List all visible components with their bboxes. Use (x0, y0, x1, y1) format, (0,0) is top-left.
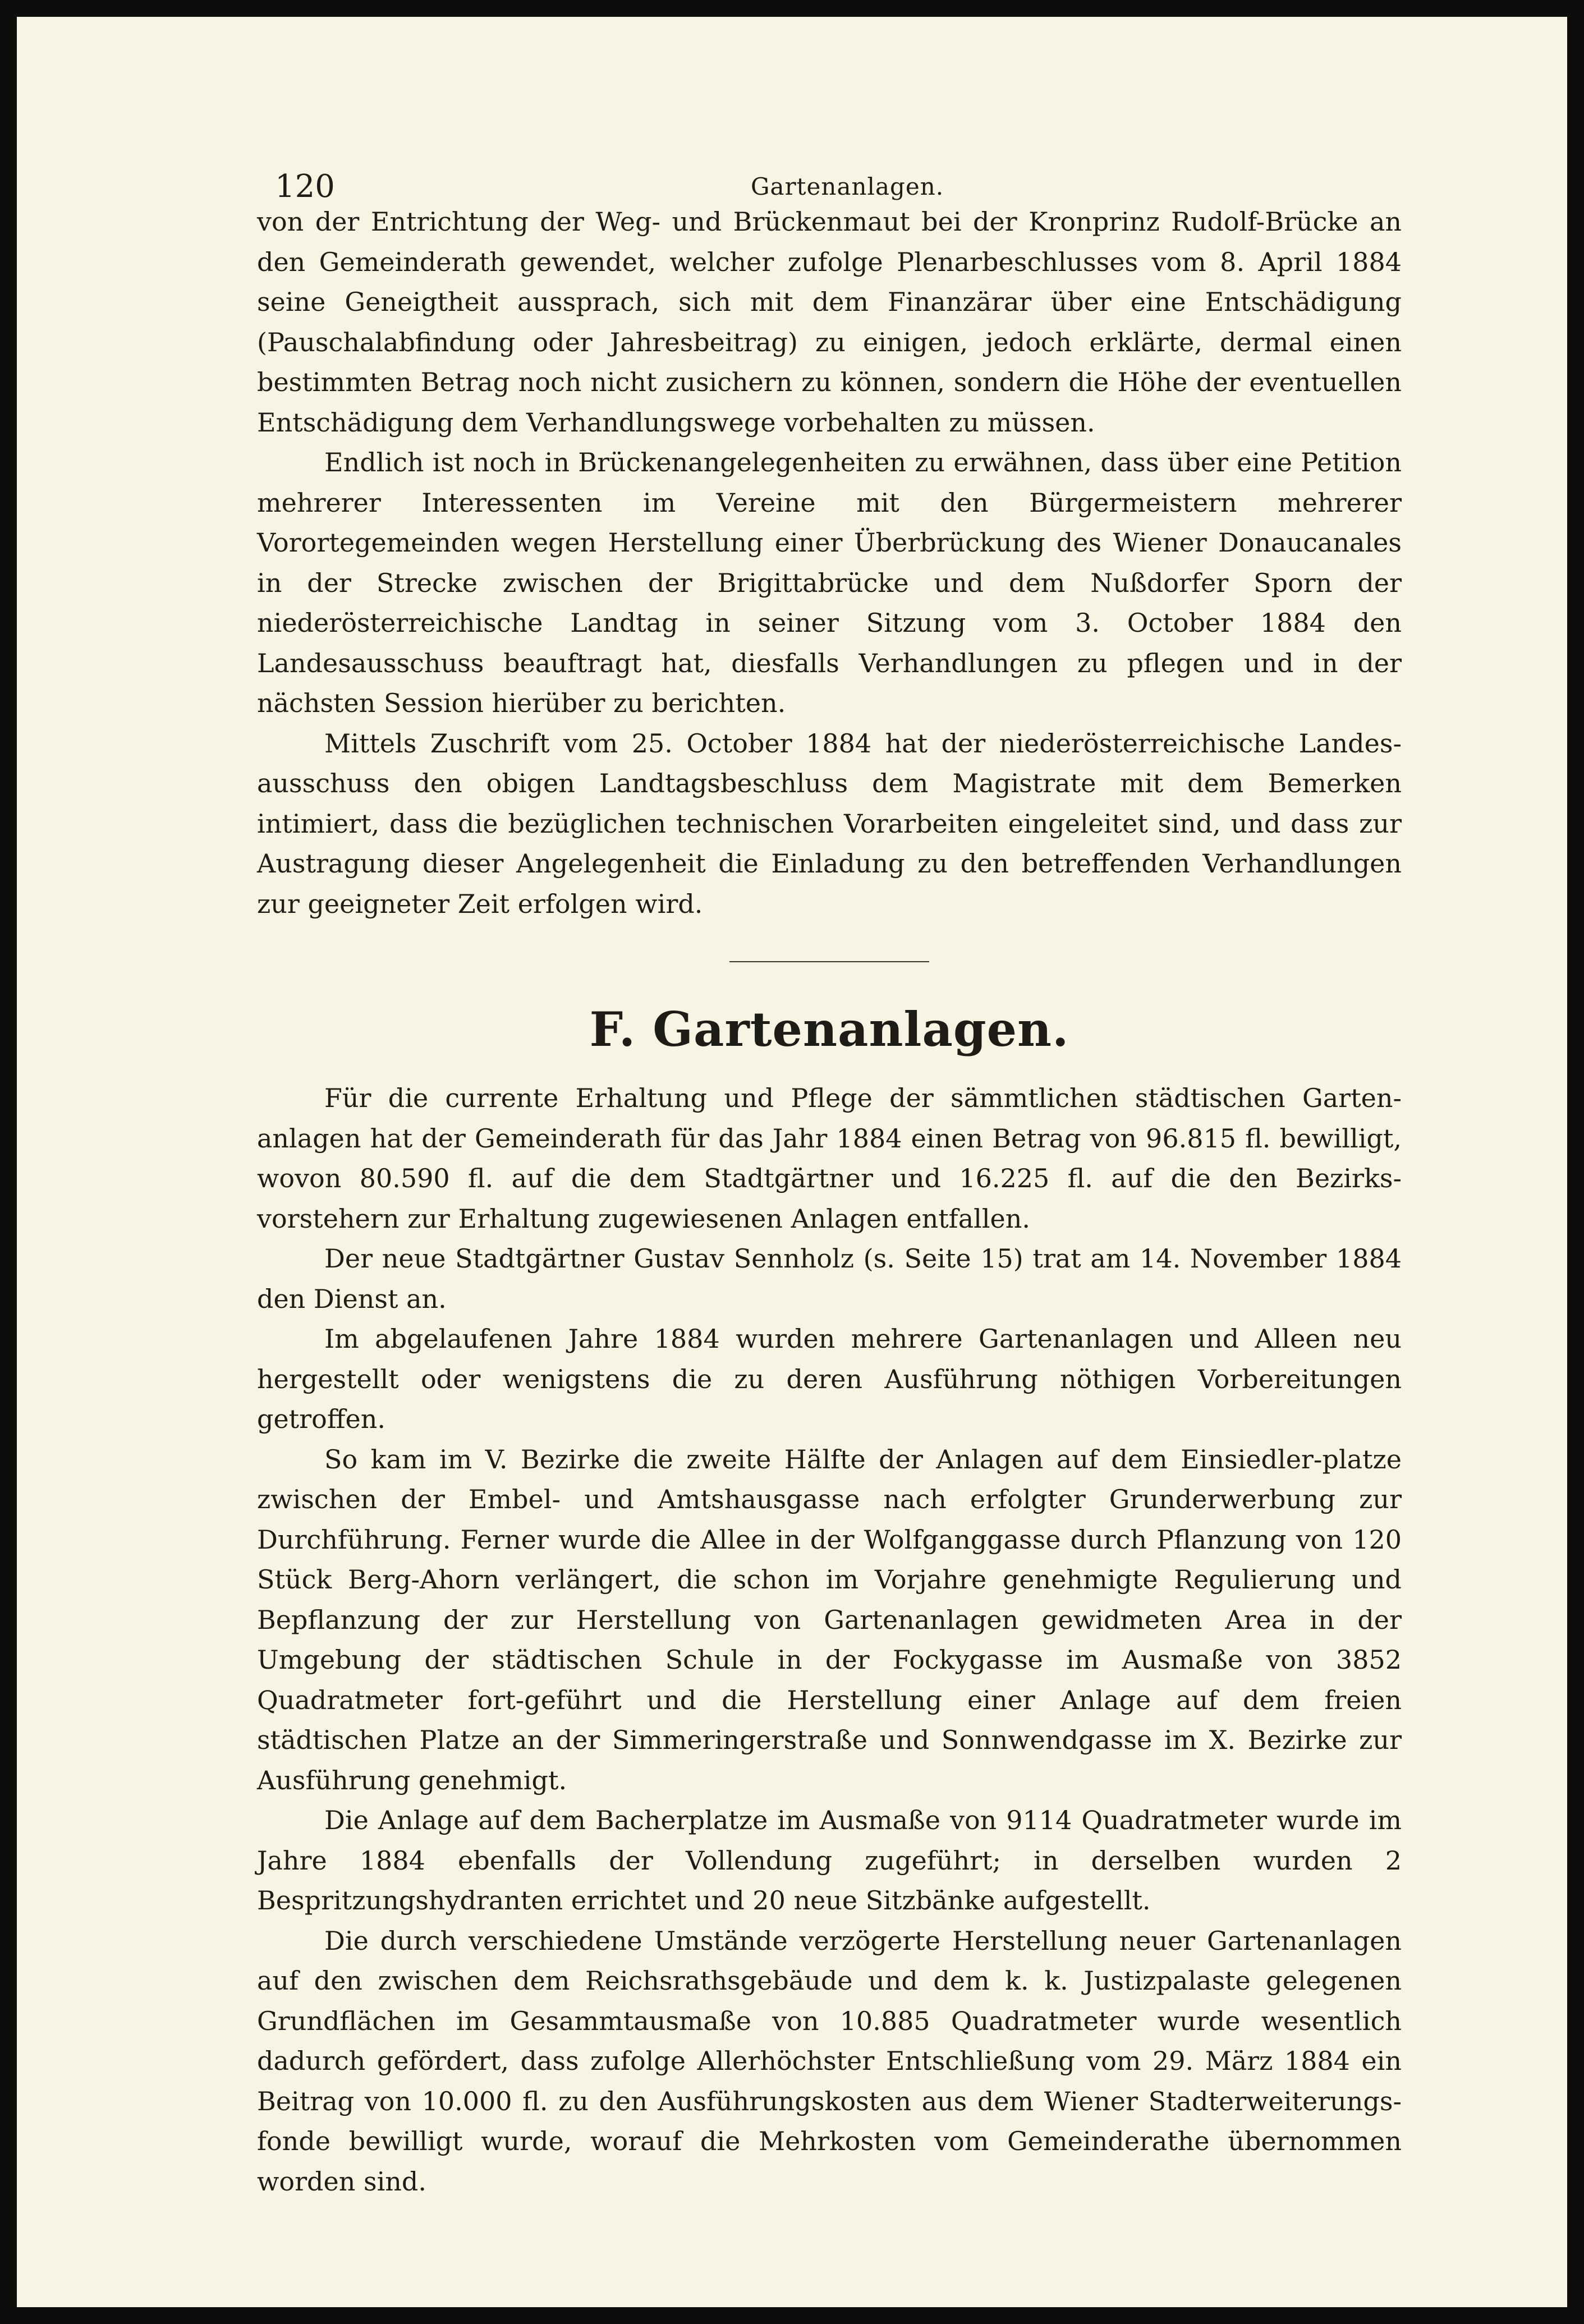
running-head (257, 151, 1402, 205)
paragraph: Die durch verschiedene Umstände verzögerte Herstellung neuer Gartenanlagen auf den zwischen dem Reichsrathsgebäude und dem k. k. Justizpalaste gelegenen Grundflächen im Gesammtausmaße von 10.885 Quadratmeter wurde wesentlich dadurch gefördert, dass zufolge Allerhöchster Entschließung vom 29. März 1884 ein Beitrag von 10.000 fl. zu den Ausführungskosten aus dem Wiener Stadterweiterungs-fonde bewilligt wurde, worauf die Mehrkosten vom Gemeinderathe übernommen worden sind. (257, 1925, 1402, 2197)
scanned-page (17, 17, 1567, 2307)
paragraph: So kam im V. Bezirke die zweite Hälfte der Anlagen auf dem Einsiedler-platze zwischen der Embel- und Amtshausgasse nach erfolgter Grunderwerbung zur Durchführung. Ferner wurde die Allee in der Wolfganggasse durch Pflanzung von 120 Stück Berg-Ahorn verlängert, die schon im Vorjahre genehmigte Regulierung und Bepflanzung der zur Herstellung von Gartenanlagen gewidmeten Area in der Umgebung der städtischen Schule in der Fockygasse im Ausmaße von 3852 Quadratmeter fort-geführt und die Herstellung einer Anlage auf dem freien städtischen Platze an der Simmeringerstraße und Sonnwendgasse im X. Bezirke zur Ausführung genehmigt. (257, 1444, 1402, 1795)
paragraph: Für die currente Erhaltung und Pflege der sämmtlichen städtischen Garten-anlagen hat der Gemeinderath für das Jahr 1884 einen Betrag von 96.815 fl. bewilligt, wovon 80.590 fl. auf die dem Stadtgärtner und 16.225 fl. auf die den Bezirks-vorstehern zur Erhaltung zugewiesenen Anlagen entfallen. (257, 1083, 1402, 1234)
running-title: Gartenanlagen. (751, 173, 944, 200)
page-content (257, 151, 1402, 2202)
section-divider (729, 961, 929, 962)
section-heading: F. Gartenanlagen. (589, 1002, 1069, 1057)
paragraph: Der neue Stadtgärtner Gustav Sennholz (s. Seite 15) trat am 14. November 1884 den Dienst an. (257, 1243, 1402, 1314)
paragraph: Mittels Zuschrift vom 25. October 1884 hat der niederösterreichische Landes-ausschuss den obigen Landtagsbeschluss dem Magistrate mit dem Bemerken intimiert, dass die bezüglichen technischen Vorarbeiten eingeleitet sind, und dass zur Austragung dieser Angelegenheit die Einladung zu den betreffenden Verhandlungen zur geeigneter Zeit erfolgen wird. (257, 728, 1402, 919)
page-number: 120 (275, 168, 335, 205)
paragraph: Endlich ist noch in Brückenangelegenheiten zu erwähnen, dass über eine Petition mehrerer Interessenten im Vereine mit den Bürgermeistern mehrerer Vorortegemeinden wegen Herstellung einer Überbrückung des Wiener Donaucanales in der Strecke zwischen der Brigittabrücke und dem Nußdorfer Sporn der niederösterreichische Landtag in seiner Sitzung vom 3. October 1884 den Landesausschuss beauftragt hat, diesfalls Verhandlungen zu pflegen und in der nächsten Session hierüber zu berichten. (257, 447, 1402, 718)
paragraph: Die Anlage auf dem Bacherplatze im Ausmaße von 9114 Quadratmeter wurde im Jahre 1884 ebenfalls der Vollendung zugeführt; in derselben wurden 2 Bespritzungshydranten errichtet und 20 neue Sitzbänke aufgestellt. (257, 1805, 1402, 1916)
paragraph: Im abgelaufenen Jahre 1884 wurden mehrere Gartenanlagen und Alleen neu hergestellt oder wenigstens die zu deren Ausführung nöthigen Vorbereitungen getroffen. (257, 1324, 1402, 1434)
paragraph-continuation: von der Entrichtung der Weg- und Brückenmaut bei der Kronprinz Rudolf-Brücke an den Gemeinderath gewendet, welcher zufolge Plenarbeschlusses vom 8. April 1884 seine Geneigtheit aussprach, sich mit dem Finanzärar über eine Entschädigung (Pauschalabfindung oder Jahresbeitrag) zu einigen, jedoch erklärte, dermal einen bestimmten Betrag noch nicht zusichern zu können, sondern die Höhe der eventuellen Entschädigung dem Verhandlungswege vorbehalten zu müssen. (257, 206, 1402, 438)
